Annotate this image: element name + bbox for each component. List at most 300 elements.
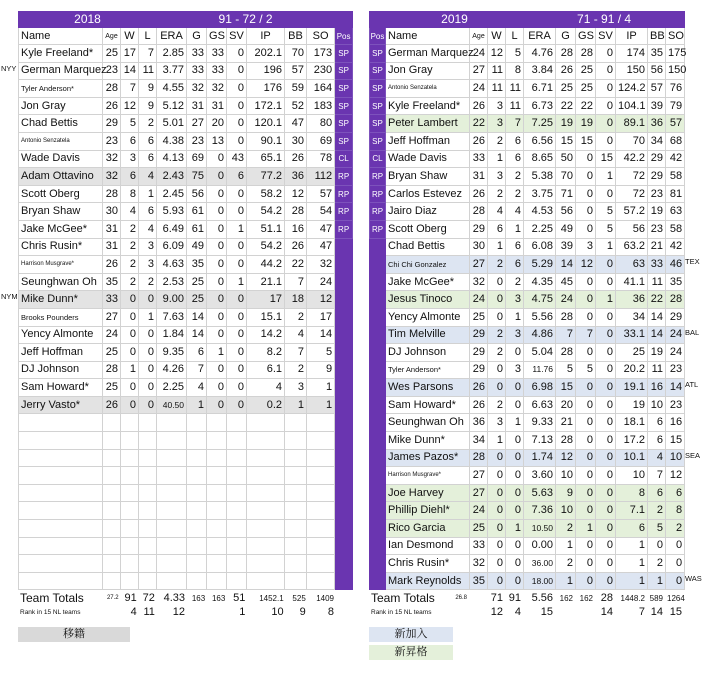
stat-sv: 1 <box>596 291 616 309</box>
player-name: Mike Dunn* <box>19 291 103 309</box>
stat-g: 28 <box>556 344 576 362</box>
stat-w: 12 <box>488 45 506 63</box>
stat-so: 24 <box>666 326 685 344</box>
totals-w: 71 <box>490 592 503 604</box>
stat-ip: 18.1 <box>616 414 648 432</box>
stat-w: 0 <box>121 379 139 397</box>
stat-sv: 0 <box>596 45 616 63</box>
col-header-bb: BB <box>648 28 666 45</box>
col-header-pos: Pos <box>370 28 386 45</box>
stat-age: 36 <box>470 414 488 432</box>
stat-age: 23 <box>103 132 121 150</box>
team-abbrev-label: BAL <box>685 327 700 337</box>
stat-gs: 0 <box>576 484 596 502</box>
stat-gs: 0 <box>207 326 227 344</box>
stat-ip: 63.2 <box>616 238 648 256</box>
stat-bb: 11 <box>648 273 666 291</box>
stat-w: 2 <box>121 220 139 238</box>
rank-era: 15 <box>540 606 553 618</box>
player-name: DJ Johnson <box>19 361 103 379</box>
stat-so: 29 <box>666 308 685 326</box>
stat-so: 0 <box>666 537 685 555</box>
team-abbrev-label: WAS <box>685 574 702 583</box>
position-badge <box>370 432 386 450</box>
stat-sv: 0 <box>596 344 616 362</box>
stat-age: 28 <box>103 185 121 203</box>
totals-gs: 163 <box>211 593 226 603</box>
stat-l: 2 <box>506 185 524 203</box>
rank-l: 4 <box>514 606 521 618</box>
player-name: Peter Lambert <box>386 115 470 133</box>
stat-w: 5 <box>121 115 139 133</box>
stat-ip: 42.2 <box>616 150 648 168</box>
position-badge <box>370 291 386 309</box>
player-name: Sam Howard* <box>386 396 470 414</box>
player-row <box>370 185 685 203</box>
stat-age: 25 <box>103 344 121 362</box>
stat-gs: 0 <box>576 572 596 590</box>
position-badge: RP <box>335 203 353 221</box>
position-badge: SP <box>335 132 353 150</box>
stat-sv: 0 <box>227 256 247 274</box>
stat-g: 23 <box>187 132 207 150</box>
stat-age: 28 <box>103 80 121 98</box>
stat-age: 32 <box>103 168 121 186</box>
stat-so: 57 <box>307 185 335 203</box>
stat-l: 0 <box>506 537 524 555</box>
stat-bb: 70 <box>285 45 307 63</box>
player-name: Wade Davis <box>19 150 103 168</box>
stat-era: 18.00 <box>524 572 556 590</box>
legend-transfer: 移籍 <box>18 627 130 642</box>
stat-w: 6 <box>121 168 139 186</box>
stat-w: 8 <box>121 185 139 203</box>
stat-l: 0 <box>139 291 157 309</box>
stat-gs: 0 <box>207 168 227 186</box>
stat-g: 20 <box>556 396 576 414</box>
stat-bb: 2 <box>648 555 666 573</box>
stat-w: 0 <box>488 572 506 590</box>
stat-age: 30 <box>103 203 121 221</box>
stat-era: 9.00 <box>157 291 187 309</box>
stat-so: 35 <box>666 273 685 291</box>
stat-sv: 0 <box>227 185 247 203</box>
stat-w: 0 <box>121 344 139 362</box>
stat-ip: 10.1 <box>616 449 648 467</box>
stat-so: 16 <box>666 414 685 432</box>
stat-so: 175 <box>666 45 685 63</box>
stat-bb: 30 <box>285 132 307 150</box>
stat-bb: 4 <box>285 326 307 344</box>
stat-age: 35 <box>103 273 121 291</box>
stat-era: 10.50 <box>524 520 556 538</box>
stat-bb: 5 <box>648 520 666 538</box>
stat-era: 2.43 <box>157 168 187 186</box>
totals-era: 4.33 <box>163 592 186 604</box>
stat-g: 75 <box>187 168 207 186</box>
position-badge: SP <box>335 115 353 133</box>
stat-bb: 36 <box>285 168 307 186</box>
rank-label: Rank in 15 NL teams <box>371 608 432 616</box>
player-row <box>370 432 685 450</box>
stat-g: 71 <box>556 185 576 203</box>
stat-w: 0 <box>488 449 506 467</box>
stat-sv: 0 <box>596 256 616 274</box>
stat-l: 0 <box>139 396 157 414</box>
empty-row <box>19 572 353 590</box>
stat-sv: 1 <box>227 273 247 291</box>
totals-ip: 1452.1 <box>259 593 284 603</box>
stat-gs: 0 <box>576 291 596 309</box>
stat-bb: 21 <box>648 238 666 256</box>
position-badge: SP <box>335 97 353 115</box>
stat-w: 11 <box>488 62 506 80</box>
stat-ip: 8.2 <box>247 344 285 362</box>
stat-so: 32 <box>307 256 335 274</box>
stat-age: 25 <box>103 45 121 63</box>
player-row <box>19 62 353 80</box>
stat-era: 4.63 <box>157 256 187 274</box>
totals-ip: 1448.2 <box>620 593 645 603</box>
stat-l: 0 <box>506 467 524 485</box>
stat-bb: 57 <box>285 62 307 80</box>
stat-gs: 13 <box>207 132 227 150</box>
stat-ip: 6 <box>616 520 648 538</box>
stat-w: 0 <box>121 326 139 344</box>
stat-bb: 14 <box>648 326 666 344</box>
stat-bb: 29 <box>648 168 666 186</box>
stat-so: 69 <box>307 132 335 150</box>
position-badge <box>335 256 353 274</box>
stat-so: 58 <box>666 168 685 186</box>
stat-sv: 0 <box>227 326 247 344</box>
player-row <box>370 414 685 432</box>
stat-age: 31 <box>103 220 121 238</box>
player-name: Tim Melville <box>386 326 470 344</box>
stat-l: 9 <box>139 97 157 115</box>
position-badge <box>370 520 386 538</box>
stat-w: 6 <box>488 220 506 238</box>
stat-so: 23 <box>666 396 685 414</box>
player-row <box>370 291 685 309</box>
stat-era: 2.45 <box>157 185 187 203</box>
stat-ip: 172.1 <box>247 97 285 115</box>
stat-ip: 150 <box>616 62 648 80</box>
stat-age: 26 <box>103 396 121 414</box>
stat-bb: 23 <box>648 185 666 203</box>
totals-bb: 589 <box>649 593 663 603</box>
position-badge: SP <box>370 80 386 98</box>
stat-era: 6.63 <box>524 396 556 414</box>
player-name: Jesus Tinoco <box>386 291 470 309</box>
player-row <box>19 185 353 203</box>
stat-g: 61 <box>187 203 207 221</box>
stat-so: 12 <box>666 467 685 485</box>
stat-ip: 21.1 <box>247 273 285 291</box>
empty-row <box>19 555 353 573</box>
stat-l: 0 <box>506 502 524 520</box>
rank-so: 8 <box>327 606 334 618</box>
stat-gs: 0 <box>207 291 227 309</box>
stat-sv: 0 <box>596 361 616 379</box>
player-name: Sam Howard* <box>19 379 103 397</box>
player-name: Rico Garcia <box>386 520 470 538</box>
stat-so: 183 <box>307 97 335 115</box>
stat-gs: 0 <box>207 308 227 326</box>
stat-g: 28 <box>556 45 576 63</box>
player-name: Bryan Shaw <box>386 168 470 186</box>
stat-so: 63 <box>666 203 685 221</box>
stat-w: 0 <box>488 308 506 326</box>
stat-era: 4.38 <box>157 132 187 150</box>
stat-w: 14 <box>121 62 139 80</box>
stat-era: 5.38 <box>524 168 556 186</box>
stat-w: 0 <box>121 396 139 414</box>
player-name: Jake McGee* <box>19 220 103 238</box>
stat-so: 1 <box>307 379 335 397</box>
player-row <box>370 115 685 133</box>
stat-sv: 0 <box>227 203 247 221</box>
stat-g: 1 <box>556 537 576 555</box>
stat-l: 6 <box>139 150 157 168</box>
stat-l: 0 <box>506 484 524 502</box>
player-name: Seunghwan Oh <box>386 414 470 432</box>
stat-gs: 0 <box>576 185 596 203</box>
player-name: Kyle Freeland* <box>386 97 470 115</box>
season-record: 71 - 91 / 4 <box>524 12 685 28</box>
stat-era: 3.77 <box>157 62 187 80</box>
stat-l: 6 <box>139 203 157 221</box>
col-header-gs: GS <box>576 28 596 45</box>
stat-age: 25 <box>103 379 121 397</box>
stat-gs: 3 <box>576 238 596 256</box>
stat-gs: 22 <box>576 97 596 115</box>
empty-row <box>19 537 353 555</box>
position-badge <box>370 361 386 379</box>
stat-sv: 5 <box>596 220 616 238</box>
stat-sv: 0 <box>596 273 616 291</box>
stat-w: 0 <box>488 291 506 309</box>
stat-so: 54 <box>307 203 335 221</box>
stat-g: 70 <box>556 168 576 186</box>
totals-age: 26.8 <box>455 595 467 601</box>
column-header-row <box>19 28 353 45</box>
legend-new-promotion: 新昇格 <box>369 645 453 660</box>
position-badge: RP <box>370 168 386 186</box>
stat-bb: 22 <box>648 291 666 309</box>
rank-era: 12 <box>172 606 186 618</box>
stat-l: 7 <box>139 45 157 63</box>
stat-g: 7 <box>556 326 576 344</box>
empty-row <box>19 520 353 538</box>
stat-so: 2 <box>666 520 685 538</box>
stat-g: 22 <box>556 97 576 115</box>
position-badge <box>370 502 386 520</box>
col-header-l: L <box>506 28 524 45</box>
col-header-era: ERA <box>157 28 187 45</box>
stat-sv: 0 <box>227 291 247 309</box>
stat-ip: 0.2 <box>247 396 285 414</box>
stat-sv: 0 <box>227 308 247 326</box>
stat-l: 3 <box>506 326 524 344</box>
stat-w: 0 <box>488 502 506 520</box>
stat-era: 6.56 <box>524 132 556 150</box>
position-badge: CL <box>370 150 386 168</box>
stat-age: 32 <box>470 273 488 291</box>
stat-ip: 14.2 <box>247 326 285 344</box>
stat-w: 2 <box>488 396 506 414</box>
stat-w: 11 <box>488 80 506 98</box>
player-name: Carlos Estevez <box>386 185 470 203</box>
stat-gs: 0 <box>576 344 596 362</box>
stat-ip: 17 <box>247 291 285 309</box>
stat-g: 26 <box>556 62 576 80</box>
stat-l: 1 <box>139 308 157 326</box>
totals-w: 91 <box>124 592 137 604</box>
player-row <box>370 203 685 221</box>
player-row <box>19 115 353 133</box>
col-header-name: Name <box>19 28 103 45</box>
col-header-era: ERA <box>524 28 556 45</box>
stat-sv: 1 <box>227 220 247 238</box>
stat-gs: 0 <box>576 220 596 238</box>
stat-l: 0 <box>506 344 524 362</box>
stat-era: 9.33 <box>524 414 556 432</box>
stat-so: 28 <box>666 291 685 309</box>
stat-era: 4.86 <box>524 326 556 344</box>
stat-era: 2.53 <box>157 273 187 291</box>
stat-bb: 26 <box>285 238 307 256</box>
rank-bb: 9 <box>299 606 306 618</box>
totals-sv: 28 <box>600 592 613 604</box>
player-name: German Marquez <box>386 45 470 63</box>
position-badge: SP <box>370 97 386 115</box>
stat-ip: 25 <box>616 344 648 362</box>
stat-ip: 44.2 <box>247 256 285 274</box>
totals-so: 1264 <box>667 593 685 603</box>
stat-bb: 3 <box>285 379 307 397</box>
stat-g: 15 <box>556 379 576 397</box>
stat-l: 1 <box>139 185 157 203</box>
player-name: Jeff Hoffman <box>386 132 470 150</box>
col-header-ip: IP <box>247 28 285 45</box>
stat-ip: 124.2 <box>616 80 648 98</box>
player-name: Bryan Shaw <box>19 203 103 221</box>
stat-l: 0 <box>506 449 524 467</box>
stat-ip: 90.1 <box>247 132 285 150</box>
stat-bb: 33 <box>648 256 666 274</box>
stat-age: 34 <box>470 432 488 450</box>
stat-w: 1 <box>121 361 139 379</box>
stat-bb: 23 <box>648 220 666 238</box>
player-name: Phillip Diehl* <box>386 502 470 520</box>
stat-sv: 0 <box>596 467 616 485</box>
position-badge <box>370 344 386 362</box>
stat-ip: 36 <box>616 291 648 309</box>
player-row <box>370 572 685 590</box>
player-name: Yency Almonte <box>19 326 103 344</box>
rank-so: 15 <box>669 606 682 618</box>
stat-g: 32 <box>187 80 207 98</box>
player-row <box>19 168 353 186</box>
stat-ip: 4 <box>247 379 285 397</box>
stat-g: 5 <box>556 361 576 379</box>
stat-bb: 12 <box>285 185 307 203</box>
stat-ip: 57.2 <box>616 203 648 221</box>
stat-sv: 0 <box>596 185 616 203</box>
stat-age: 32 <box>470 555 488 573</box>
stat-ip: 202.1 <box>247 45 285 63</box>
stat-g: 25 <box>187 273 207 291</box>
stat-age: 24 <box>103 326 121 344</box>
stat-sv: 0 <box>596 502 616 520</box>
col-header-bb: BB <box>285 28 307 45</box>
player-name: Jerry Vasto* <box>19 396 103 414</box>
stat-bb: 0 <box>648 537 666 555</box>
stat-gs: 0 <box>576 555 596 573</box>
stat-era: 4.13 <box>157 150 187 168</box>
player-name: Joe Harvey <box>386 484 470 502</box>
stat-w: 0 <box>488 361 506 379</box>
season-record: 91 - 72 / 2 <box>157 12 335 28</box>
col-header-so: SO <box>307 28 335 45</box>
empty-row <box>19 432 353 450</box>
position-badge <box>335 308 353 326</box>
stat-g: 14 <box>187 308 207 326</box>
stat-ip: 54.2 <box>247 238 285 256</box>
player-name: Chi Chi Gonzalez <box>386 256 470 274</box>
stat-w: 1 <box>488 432 506 450</box>
stat-gs: 0 <box>207 238 227 256</box>
col-header-w: W <box>488 28 506 45</box>
stat-l: 2 <box>506 168 524 186</box>
stat-l: 1 <box>506 220 524 238</box>
stat-ip: 72 <box>616 185 648 203</box>
stat-era: 5.93 <box>157 203 187 221</box>
stat-ip: 72 <box>616 168 648 186</box>
stat-age: 30 <box>470 238 488 256</box>
rank-sv: 14 <box>600 606 613 618</box>
player-row <box>370 396 685 414</box>
totals-g: 162 <box>559 593 573 603</box>
stat-w: 3 <box>121 150 139 168</box>
team-abbrev-label: NYM <box>1 292 18 302</box>
player-row <box>19 256 353 274</box>
stat-bb: 2 <box>285 361 307 379</box>
stat-w: 3 <box>488 97 506 115</box>
stat-bb: 19 <box>648 203 666 221</box>
rank-l: 11 <box>143 606 155 618</box>
stat-gs: 0 <box>576 308 596 326</box>
stat-l: 5 <box>506 45 524 63</box>
player-row <box>370 132 685 150</box>
totals-g: 163 <box>191 593 206 603</box>
stat-sv: 0 <box>596 432 616 450</box>
stat-era: 6.71 <box>524 80 556 98</box>
position-badge: RP <box>370 220 386 238</box>
stat-age: 33 <box>470 150 488 168</box>
stat-ip: 20.2 <box>616 361 648 379</box>
stat-bb: 2 <box>285 308 307 326</box>
player-name: Wes Parsons <box>386 379 470 397</box>
player-name: Tyler Anderson* <box>19 80 103 98</box>
stat-ip: 41.1 <box>616 273 648 291</box>
stat-sv: 0 <box>596 537 616 555</box>
stat-age: 24 <box>470 80 488 98</box>
stat-l: 0 <box>506 432 524 450</box>
stat-gs: 12 <box>576 256 596 274</box>
stat-g: 21 <box>556 414 576 432</box>
